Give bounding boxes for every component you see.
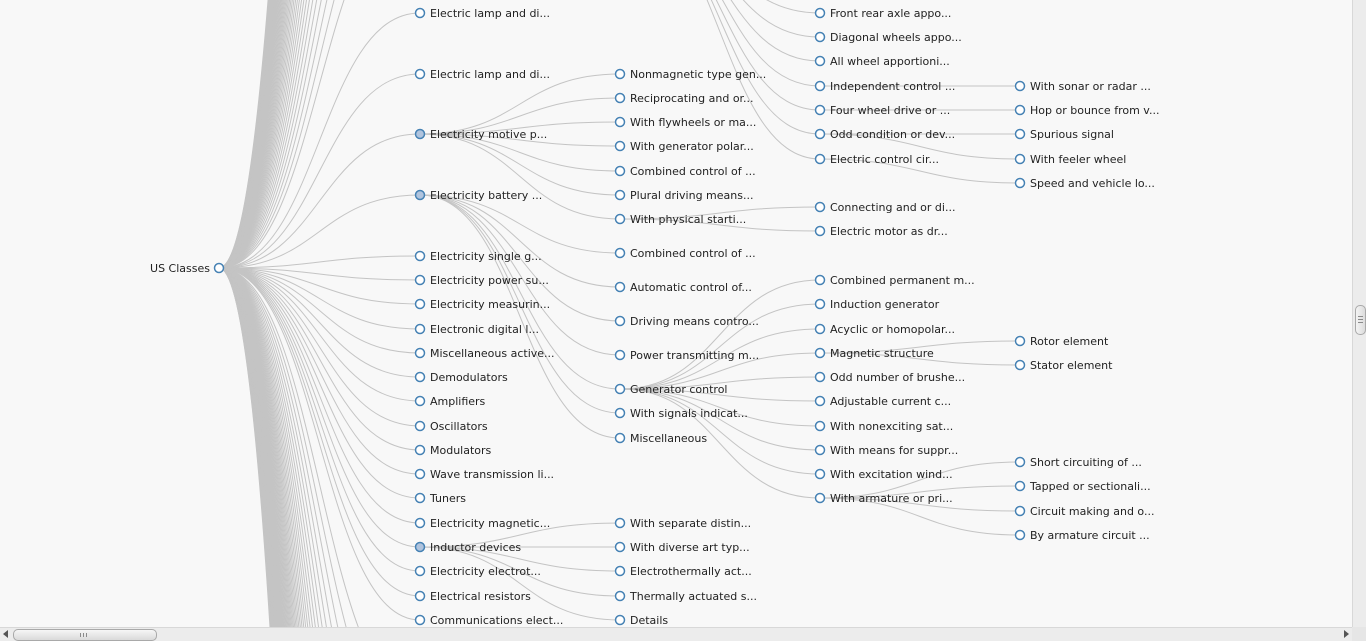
- tree-node-level1[interactable]: [416, 468, 555, 481]
- grip-line: [86, 633, 87, 637]
- tree-node-level3[interactable]: [816, 371, 966, 384]
- grip-line: [1358, 319, 1363, 320]
- tree-node-level4[interactable]: [1016, 335, 1109, 348]
- node-label: Circuit making and o...: [1030, 504, 1155, 518]
- node-label: Communications elect...: [430, 613, 564, 627]
- node-circle-icon[interactable]: [816, 9, 825, 18]
- node-circle-icon[interactable]: [416, 373, 425, 382]
- node-circle-icon[interactable]: [816, 33, 825, 42]
- node-label: Adjustable current c...: [830, 394, 952, 408]
- node-circle-icon[interactable]: [616, 249, 625, 258]
- tree-node-level2[interactable]: [616, 315, 759, 328]
- tree-node-level4[interactable]: [1016, 153, 1127, 166]
- node-label: Generator control: [630, 382, 728, 396]
- vertical-scroll-thumb[interactable]: [1355, 305, 1366, 335]
- node-label: US Classes: [150, 261, 210, 275]
- node-circle-icon[interactable]: [416, 592, 425, 601]
- tree-node-level1[interactable]: [416, 128, 548, 141]
- node-label: Power transmitting m...: [630, 348, 760, 362]
- scroll-right-arrow-icon[interactable]: [1344, 630, 1349, 638]
- node-label: Oscillators: [430, 419, 488, 433]
- node-circle-icon[interactable]: [616, 592, 625, 601]
- link-level1: [219, 256, 420, 268]
- node-circle-icon[interactable]: [1016, 361, 1025, 370]
- node-label: Electricity power su...: [430, 273, 549, 287]
- node-label: With flywheels or ma...: [630, 115, 757, 129]
- node-label: Independent control ...: [830, 79, 956, 93]
- node-circle-icon[interactable]: [416, 494, 425, 503]
- tree-node-level3[interactable]: [816, 104, 951, 117]
- node-circle-icon[interactable]: [616, 283, 625, 292]
- node-label: Electronic digital l...: [430, 322, 539, 336]
- node-label: Electric control cir...: [830, 152, 939, 166]
- node-label: Amplifiers: [430, 394, 486, 408]
- tree-node-level3[interactable]: [816, 153, 940, 166]
- node-circle-icon[interactable]: [416, 70, 425, 79]
- node-label: Electricity motive p...: [430, 127, 548, 141]
- node-circle-icon[interactable]: [816, 494, 825, 503]
- tree-node-level3[interactable]: [816, 55, 950, 68]
- node-circle-icon[interactable]: [1016, 458, 1025, 467]
- node-circle-icon[interactable]: [416, 130, 425, 139]
- tree-node-level4[interactable]: [1016, 177, 1155, 190]
- tree-node-level1[interactable]: [416, 420, 488, 433]
- node-circle-icon[interactable]: [1016, 482, 1025, 491]
- node-circle-icon[interactable]: [616, 118, 625, 127]
- tree-node-level3[interactable]: [816, 298, 940, 311]
- tree-node-level2[interactable]: [616, 165, 756, 178]
- tree-node-level3[interactable]: [816, 492, 953, 505]
- tree-node-level2[interactable]: [616, 189, 754, 202]
- tree-node-level3[interactable]: [816, 7, 952, 20]
- node-label: Demodulators: [430, 370, 508, 384]
- link-level2: [420, 74, 620, 134]
- node-label: With signals indicat...: [630, 406, 748, 420]
- node-circle-icon[interactable]: [616, 385, 625, 394]
- node-circle-icon[interactable]: [816, 300, 825, 309]
- node-circle-icon[interactable]: [816, 227, 825, 236]
- node-circle-icon[interactable]: [616, 616, 625, 625]
- node-label: Combined control of ...: [630, 246, 756, 260]
- node-circle-icon[interactable]: [816, 57, 825, 66]
- node-label: Electricity electrot...: [430, 564, 541, 578]
- node-label: Spurious signal: [1030, 127, 1114, 141]
- tree-node-level2[interactable]: [616, 247, 756, 260]
- node-circle-icon[interactable]: [816, 130, 825, 139]
- node-label: Electric lamp and di...: [430, 67, 550, 81]
- tree-node-level1[interactable]: [416, 590, 532, 603]
- horizontal-scrollbar[interactable]: [0, 627, 1352, 641]
- node-circle-icon[interactable]: [616, 434, 625, 443]
- node-label: Nonmagnetic type gen...: [630, 67, 767, 81]
- tree-node-level1[interactable]: [416, 323, 539, 336]
- node-circle-icon[interactable]: [616, 543, 625, 552]
- node-label: Combined permanent m...: [830, 273, 975, 287]
- node-circle-icon[interactable]: [816, 422, 825, 431]
- node-circle-icon[interactable]: [816, 155, 825, 164]
- node-label: With excitation wind...: [830, 467, 953, 481]
- scrollbar-corner: [1352, 627, 1366, 641]
- node-circle-icon[interactable]: [416, 252, 425, 261]
- node-label: Automatic control of...: [630, 280, 752, 294]
- node-circle-icon[interactable]: [816, 203, 825, 212]
- grip-line: [80, 633, 81, 637]
- node-label: Diagonal wheels appo...: [830, 30, 962, 44]
- node-label: Combined control of ...: [630, 164, 756, 178]
- node-circle-icon[interactable]: [416, 191, 425, 200]
- node-circle-icon[interactable]: [616, 351, 625, 360]
- node-label: Miscellaneous: [630, 431, 708, 445]
- tree-node-level1[interactable]: [416, 7, 550, 20]
- node-circle-icon[interactable]: [416, 567, 425, 576]
- tree-node-level1[interactable]: [416, 371, 508, 384]
- node-label: Odd condition or dev...: [830, 127, 956, 141]
- node-label: Modulators: [430, 443, 492, 457]
- node-label: Driving means contro...: [630, 314, 759, 328]
- node-circle-icon[interactable]: [416, 349, 425, 358]
- node-circle-icon[interactable]: [616, 519, 625, 528]
- node-label: With generator polar...: [630, 139, 754, 153]
- node-label: With physical starti...: [630, 212, 747, 226]
- tree-node-level4[interactable]: [1016, 505, 1155, 518]
- node-label: All wheel apportioni...: [830, 54, 950, 68]
- node-label: With armature or pri...: [830, 491, 953, 505]
- node-circle-icon[interactable]: [1016, 507, 1025, 516]
- tree-node-level1[interactable]: [416, 68, 550, 81]
- node-circle-icon[interactable]: [1016, 130, 1025, 139]
- tree-node-level1[interactable]: [416, 492, 467, 505]
- node-label: By armature circuit ...: [1030, 528, 1150, 542]
- tree-node-level3[interactable]: [816, 347, 935, 360]
- tree-node-level1[interactable]: [416, 189, 543, 202]
- node-circle-icon[interactable]: [1016, 82, 1025, 91]
- node-circle-icon[interactable]: [616, 215, 625, 224]
- node-circle-icon[interactable]: [616, 94, 625, 103]
- tree-node-level3[interactable]: [816, 420, 954, 433]
- node-circle-icon[interactable]: [416, 300, 425, 309]
- tree-node-level2[interactable]: [616, 116, 757, 129]
- node-label: Electric lamp and di...: [430, 6, 550, 20]
- node-circle-icon[interactable]: [416, 543, 425, 552]
- node-circle-icon[interactable]: [215, 264, 224, 273]
- node-label: Front rear axle appo...: [830, 6, 952, 20]
- node-label: With means for suppr...: [830, 443, 959, 457]
- tree-node-level4[interactable]: [1016, 480, 1151, 493]
- tree-node-level2[interactable]: [616, 213, 747, 226]
- node-label: Reciprocating and or...: [630, 91, 754, 105]
- tree-node-level1[interactable]: [416, 614, 564, 627]
- tree-node-level1[interactable]: [416, 565, 541, 578]
- tree-node-level2[interactable]: [616, 68, 767, 81]
- node-label: Magnetic structure: [830, 346, 934, 360]
- node-circle-icon[interactable]: [1016, 155, 1025, 164]
- tree-node-level2[interactable]: [616, 349, 760, 362]
- node-label: Electricity single g...: [430, 249, 542, 263]
- node-circle-icon[interactable]: [416, 519, 425, 528]
- tree-node-level3[interactable]: [816, 468, 953, 481]
- tree-node-level4[interactable]: [1016, 80, 1151, 93]
- tree-node-level3[interactable]: [816, 395, 952, 408]
- node-circle-icon[interactable]: [616, 142, 625, 151]
- offscreen-link: [219, 0, 420, 268]
- tree-node-level1[interactable]: [416, 298, 551, 311]
- node-circle-icon[interactable]: [816, 373, 825, 382]
- node-label: Rotor element: [1030, 334, 1109, 348]
- node-circle-icon[interactable]: [416, 422, 425, 431]
- node-label: Electric motor as dr...: [830, 224, 948, 238]
- tree-node-level1[interactable]: [416, 395, 486, 408]
- link-level2: [420, 547, 620, 620]
- node-label: Electrothermally act...: [630, 564, 752, 578]
- link-level2: [420, 134, 620, 195]
- tree-node-level2[interactable]: [616, 432, 708, 445]
- node-circle-icon[interactable]: [416, 616, 425, 625]
- node-circle-icon[interactable]: [1016, 179, 1025, 188]
- tree-node-level1[interactable]: [416, 444, 492, 457]
- root-fanout-links: [219, 0, 420, 627]
- node-label: Thermally actuated s...: [630, 589, 757, 603]
- node-label: Details: [630, 613, 669, 627]
- node-label: With nonexciting sat...: [830, 419, 954, 433]
- tree-node-level2[interactable]: [616, 590, 757, 603]
- node-label: Electricity battery ...: [430, 188, 543, 202]
- node-circle-icon[interactable]: [416, 276, 425, 285]
- node-circle-icon[interactable]: [1016, 106, 1025, 115]
- node-circle-icon[interactable]: [816, 276, 825, 285]
- tree-node-level3[interactable]: [816, 128, 956, 141]
- node-circle-icon[interactable]: [816, 470, 825, 479]
- tree-node-level4[interactable]: [1016, 104, 1160, 117]
- tree-node-level2[interactable]: [616, 140, 754, 153]
- node-label: Inductor devices: [430, 540, 522, 554]
- tree-node-level3[interactable]: [816, 225, 948, 238]
- tree-node-level2[interactable]: [616, 565, 752, 578]
- node-circle-icon[interactable]: [416, 9, 425, 18]
- node-circle-icon[interactable]: [416, 470, 425, 479]
- link-level2: [420, 134, 620, 219]
- tree-node-level1[interactable]: [416, 274, 549, 287]
- tree-node-level3[interactable]: [816, 31, 962, 44]
- node-circle-icon[interactable]: [1016, 337, 1025, 346]
- node-circle-icon[interactable]: [416, 446, 425, 455]
- tree-node-level3[interactable]: [816, 201, 956, 214]
- node-circle-icon[interactable]: [616, 167, 625, 176]
- node-label: With sonar or radar ...: [1030, 79, 1151, 93]
- node-label: With diverse art typ...: [630, 540, 750, 554]
- tree-node-level2[interactable]: [616, 407, 748, 420]
- tree-node-level3[interactable]: [816, 80, 956, 93]
- node-label: Miscellaneous active...: [430, 346, 555, 360]
- tree-node-level2[interactable]: [616, 92, 754, 105]
- tree-node-level3[interactable]: [816, 444, 959, 457]
- node-circle-icon[interactable]: [816, 397, 825, 406]
- node-label: Induction generator: [830, 297, 940, 311]
- tree-node-level4[interactable]: [1016, 128, 1114, 141]
- horizontal-scroll-thumb[interactable]: [13, 629, 157, 641]
- node-circle-icon[interactable]: [616, 191, 625, 200]
- node-label: With feeler wheel: [1030, 152, 1127, 166]
- tree-node-level1[interactable]: [416, 541, 522, 554]
- node-circle-icon[interactable]: [816, 349, 825, 358]
- tree-node-level2[interactable]: [616, 517, 752, 530]
- node-label: Tapped or sectionali...: [1030, 479, 1151, 493]
- tree-node-level3[interactable]: [816, 274, 975, 287]
- node-label: Short circuiting of ...: [1030, 455, 1142, 469]
- tree-node-level4[interactable]: [1016, 529, 1150, 542]
- tree-node-level1[interactable]: [416, 517, 551, 530]
- node-circle-icon[interactable]: [616, 409, 625, 418]
- node-label: Electricity magnetic...: [430, 516, 551, 530]
- node-label: Tuners: [430, 491, 467, 505]
- node-label: Odd number of brushe...: [830, 370, 966, 384]
- node-label: Wave transmission li...: [430, 467, 555, 481]
- node-circle-icon[interactable]: [1016, 531, 1025, 540]
- vertical-scrollbar[interactable]: [1352, 0, 1366, 627]
- node-label: Hop or bounce from v...: [1030, 103, 1160, 117]
- tree-node-level2[interactable]: [616, 383, 728, 396]
- node-label: Electrical resistors: [430, 589, 531, 603]
- tree-node-level2[interactable]: [616, 541, 750, 554]
- grip-line: [83, 633, 84, 637]
- tree-node-level2[interactable]: [616, 281, 752, 294]
- node-circle-icon[interactable]: [416, 397, 425, 406]
- node-label: Four wheel drive or ...: [830, 103, 951, 117]
- node-circle-icon[interactable]: [616, 70, 625, 79]
- node-label: Speed and vehicle lo...: [1030, 176, 1155, 190]
- node-label: With separate distin...: [630, 516, 752, 530]
- tree-node-level1[interactable]: [416, 250, 542, 263]
- node-circle-icon[interactable]: [816, 446, 825, 455]
- scroll-left-arrow-icon[interactable]: [3, 630, 8, 638]
- node-label: Stator element: [1030, 358, 1113, 372]
- grip-line: [1358, 322, 1363, 323]
- node-circle-icon[interactable]: [616, 567, 625, 576]
- node-circle-icon[interactable]: [816, 106, 825, 115]
- grip-line: [1358, 316, 1363, 317]
- link-level3: [620, 280, 820, 389]
- node-label: Electricity measurin...: [430, 297, 551, 311]
- node-label: Plural driving means...: [630, 188, 754, 202]
- tree-node-level4[interactable]: [1016, 359, 1114, 372]
- node-circle-icon[interactable]: [816, 82, 825, 91]
- node-label: Connecting and or di...: [830, 200, 956, 214]
- node-circle-icon[interactable]: [816, 325, 825, 334]
- tree-node-level2[interactable]: [616, 614, 669, 627]
- node-label: Acyclic or homopolar...: [830, 322, 956, 336]
- tree-node-level1[interactable]: [416, 347, 555, 360]
- node-circle-icon[interactable]: [616, 317, 625, 326]
- tree-node-level3[interactable]: [816, 323, 956, 336]
- node-circle-icon[interactable]: [416, 325, 425, 334]
- tree-node-level4[interactable]: [1016, 456, 1142, 469]
- tree-root-node[interactable]: [150, 262, 223, 275]
